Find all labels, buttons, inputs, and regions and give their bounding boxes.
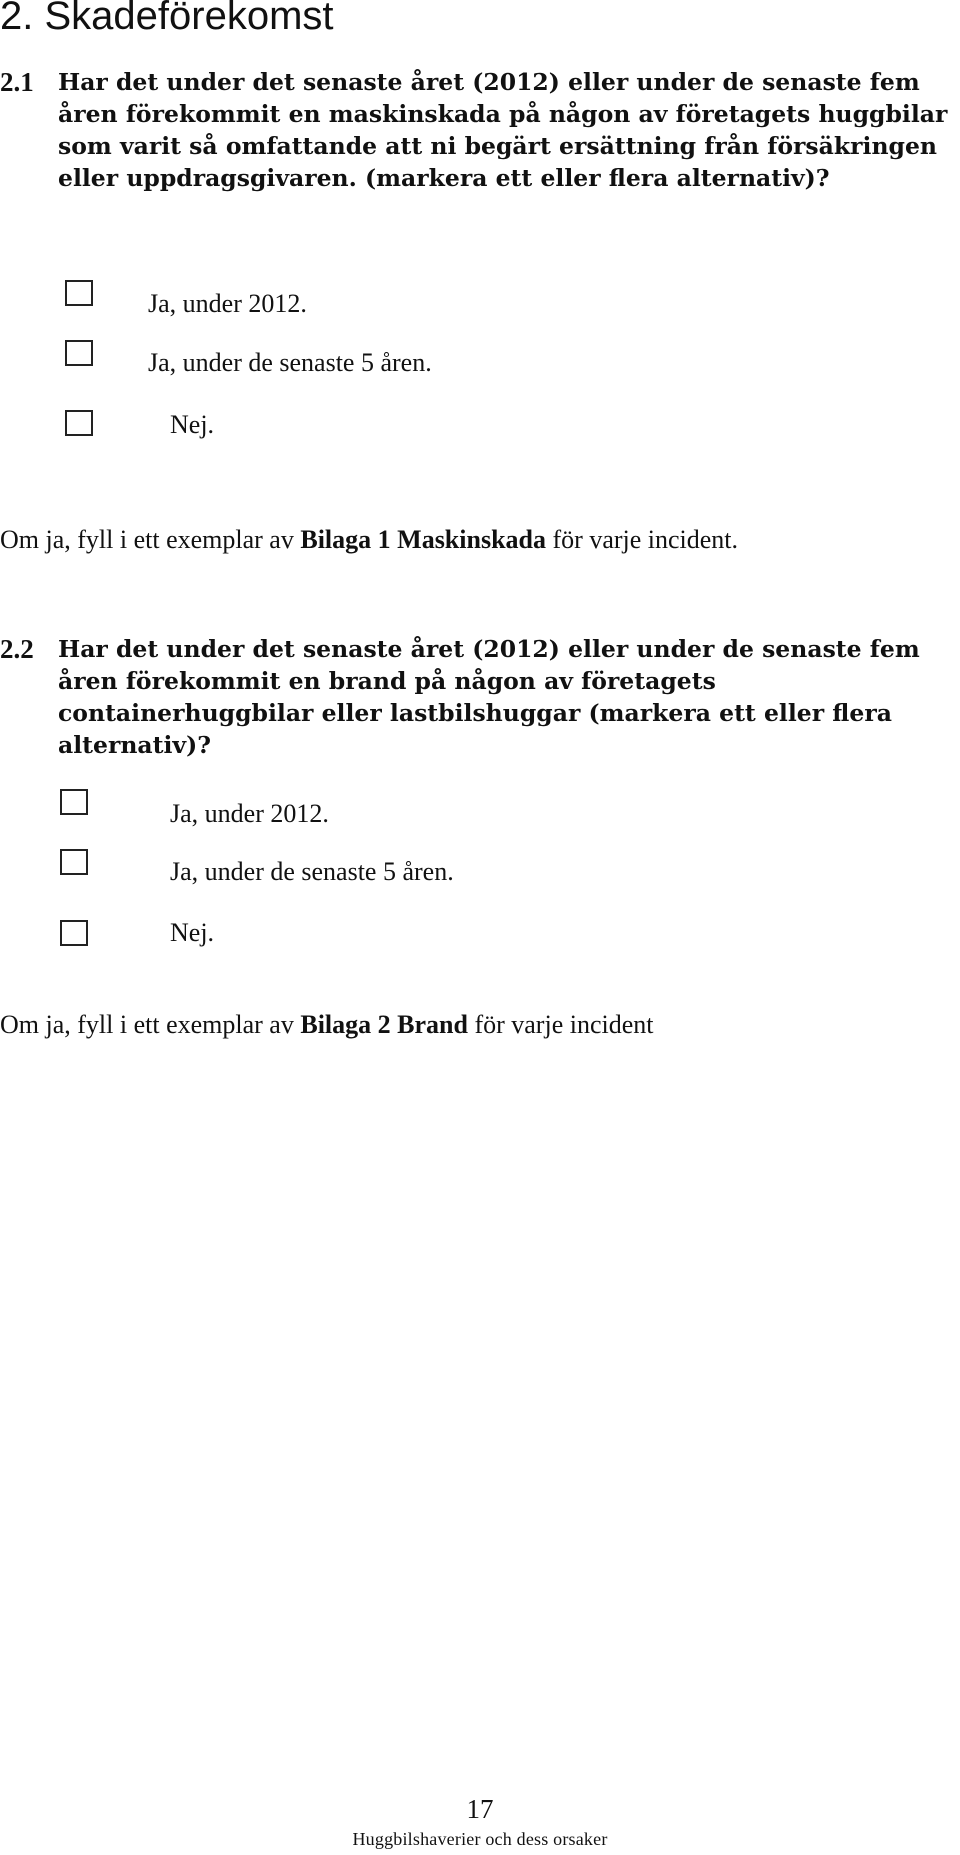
instruction-note-q1: Om ja, fyll i ett exemplar av Bilaga 1 Maskinskada för varje incident. <box>0 525 739 554</box>
option-label-q2-no: Nej. <box>170 918 215 947</box>
option-label-q1-no: Nej. <box>170 410 215 439</box>
option-label-q2-yes-2012: Ja, under 2012. <box>170 799 329 828</box>
checkbox-q1-yes-2012[interactable] <box>65 280 93 306</box>
instruction-note-q2: Om ja, fyll i ett exemplar av Bilaga 2 Brand för varje incident <box>0 1010 654 1039</box>
checkbox-q2-yes-5-years[interactable] <box>60 849 88 875</box>
page-number: 17 <box>466 1794 494 1824</box>
appendix-reference: Bilaga 2 Brand <box>300 1010 468 1039</box>
checkbox-q1-no[interactable] <box>65 410 93 436</box>
appendix-reference: Bilaga 1 Maskinskada <box>300 525 546 554</box>
checkbox-q1-yes-5-years[interactable] <box>65 340 93 366</box>
question-number: 2.1 <box>0 67 34 97</box>
option-label-q2-yes-5-years: Ja, under de senaste 5 åren. <box>170 857 454 886</box>
section-heading: 2. Skadeförekomst <box>0 0 334 38</box>
question-text: Har det under det senaste året (2012) eller under de senaste fem åren förekommit en brand på någon av företagets containerhuggbilar eller lastbilshuggar (markera ett eller flera alternativ)? <box>58 635 920 759</box>
footer-title: Huggbilshaverier och dess orsaker <box>352 1829 608 1849</box>
question-text: Har det under det senaste året (2012) eller under de senaste fem åren förekommit en maskinskada på någon av företagets huggbilar som varit så omfattande att ni begärt ersättning från försäkringen eller uppdragsgivaren. (markera ett eller flera alternativ)? <box>58 68 948 192</box>
question-2-2 <box>0 633 958 761</box>
question-number: 2.2 <box>0 634 34 664</box>
question-2-1 <box>0 66 958 194</box>
checkbox-q2-yes-2012[interactable] <box>60 789 88 815</box>
checkbox-q2-no[interactable] <box>60 920 88 946</box>
option-label-q1-yes-2012: Ja, under 2012. <box>148 289 307 318</box>
option-label-q1-yes-5-years: Ja, under de senaste 5 åren. <box>148 348 432 377</box>
